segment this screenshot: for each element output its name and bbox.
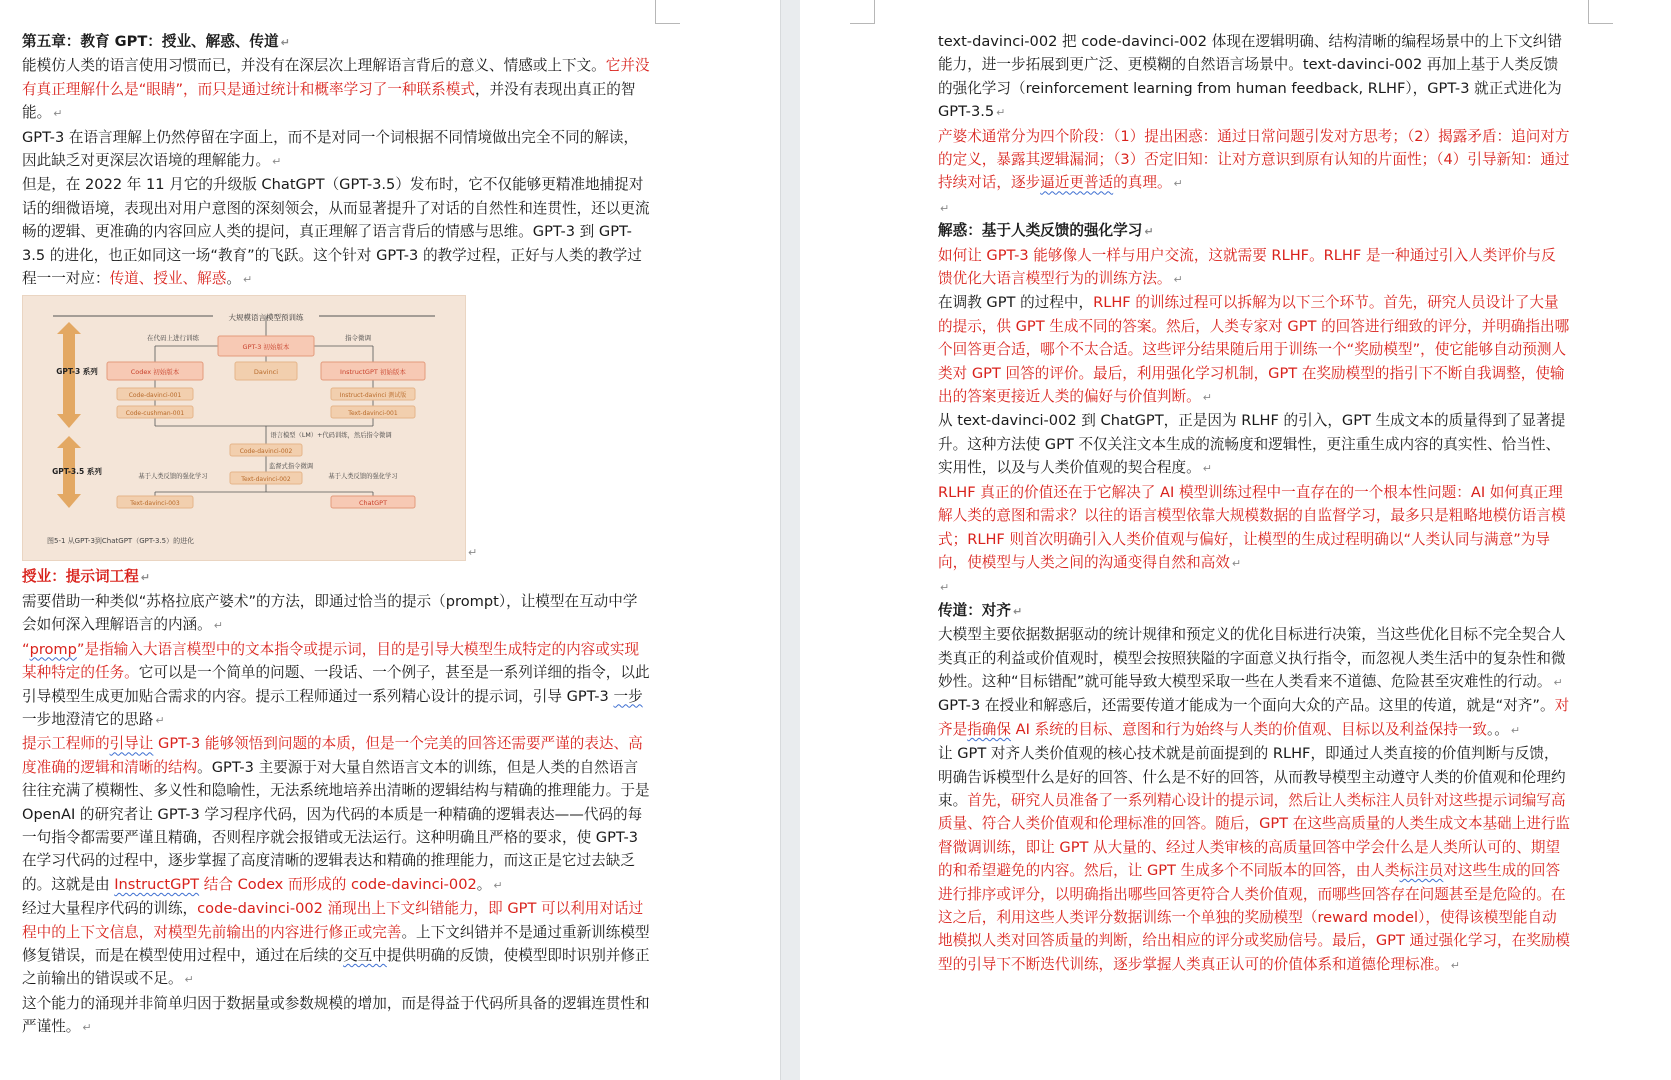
text-run: GPT-3 能够领悟到问题的本质，但是一个完美的回答还需要严谨的表达、高度准确的逻辑和清晰的结构: [22, 735, 643, 776]
section-heading-shouye: 授业：提示词工程 ↵: [22, 565, 650, 589]
gpt-evolution-figure[interactable]: [22, 295, 466, 561]
text-run: 。上下文纠错并不是通过重新训练模型修复错误，而是在模型使用过程中，通过在后续的: [22, 923, 650, 964]
paragraph: [22, 173, 650, 291]
page-corner-mark-top-left: [850, 0, 875, 24]
paragraph: [938, 291, 1570, 409]
paragraph: RLHF 真正的价值还在于它解决了 AI 模型训练过程中一直存在的一个根本性问题：AI 如何真正理解人类的意图和需求？以往的语言模型依靠大规模数据的自监督学习，最多只是粗略地模仿语言模式；RLHF 则首次明确引入人类价值观与偏好，让模型的生成过程明确以“人类认同与满意”为导向，使模型与人类之间的沟通变得自然和高效 ↵: [938, 481, 1570, 576]
box-text-davinci-002-label: Text-davinci-002: [241, 476, 291, 484]
text-run: code-davinci-002 涌现出上下文纠错能力，即 GPT 可以利用对话过程中的上下文信息，对模型先前输出的内容进行修正或完善: [22, 900, 644, 941]
text-run: 逼近更普适: [1040, 174, 1114, 192]
document-page-right[interactable]: [800, 0, 1671, 1080]
page-corner-mark-top-right: [655, 0, 680, 24]
box-davinci-label: Davinci: [253, 368, 279, 377]
text-run: 它可以是一个简单的问题、一段话、一个例子，甚至是一系列详细的指令，以此引导模型生成更加贴合需求的内容。提示工程师通过一系列精心设计的提示词，引导 GPT-3: [22, 664, 650, 705]
text-run: 。: [476, 875, 492, 893]
text-run: 能模仿人类的语言使用习惯而已，并没有在深层次上理解语言背后的意义、情感或上下文。: [22, 57, 606, 75]
text-run: 经过大量程序代码的训练，: [22, 900, 198, 918]
page-corner-mark-top-right: [1588, 0, 1613, 24]
text-run: 的真理。: [1113, 174, 1172, 192]
text-run: 。: [226, 270, 241, 288]
box-chatgpt-label: ChatGPT: [358, 499, 388, 508]
empty-paragraph: [938, 196, 1570, 219]
box-gpt3-init-label: GPT-3 初始版本: [242, 343, 290, 352]
rlhf-label-right: 基于人类反馈的强化学习: [328, 473, 398, 481]
paragraph: [22, 54, 650, 125]
paragraph: [938, 694, 1570, 742]
text-run: promp: [29, 640, 77, 658]
text-run: 一步地澄清它的思路: [22, 710, 154, 728]
text-run: 交互中: [343, 946, 387, 964]
text-run: 引导让: [109, 735, 154, 753]
text-run: 提示工程师的: [22, 735, 110, 753]
box-text-davinci-001-label: Text-davinci-001: [348, 410, 398, 418]
text-run: GPT-3 在授业和解惑后，还需要传道才能成为一个面向大众的产品。这里的传道，就是“对齐”。: [938, 697, 1555, 715]
paragraph: [938, 125, 1570, 196]
text-run: 指确保: [967, 720, 1011, 738]
rlhf-label-left: 基于人类反馈的强化学习: [138, 473, 208, 481]
text-run: ，并没有表现出真正的智能。: [22, 80, 636, 122]
code-train-label: 在代码上进行训练: [147, 334, 199, 343]
gpt3-series-label: GPT-3 系列: [56, 367, 98, 377]
box-text-davinci-003-label: Text-davinci-003: [130, 500, 180, 508]
pretrain-label: 大规模语言模型预训练: [228, 313, 304, 323]
text-run: 让 GPT 对齐人类价值观的核心技术就是前面提到的 RLHF，即通过人类直接的价值判断与反馈，明确告诉模型什么是好的回答、什么是不好的回答，从而教导模型主动遵守人类的价值观和伦理约束。: [938, 745, 1566, 809]
text-run: 在调教 GPT 的过程中，: [938, 294, 1094, 312]
paragraph-mark: ↵: [468, 546, 478, 560]
text-run: 。。: [1486, 720, 1509, 738]
text-run: 传道、授业、解惑: [109, 270, 227, 288]
paragraph: [938, 742, 1570, 977]
box-code-cushman-001-label: Code-cushman-001: [125, 410, 185, 418]
text-run: 提供明确的反馈，使模型即时识别并修正之前输出的错误或不足。: [22, 946, 650, 988]
text-run: 首先，研究人员准备了一系列精心设计的提示词，然后让人类标注人员针对这些提示词编写高质量、符合人类价值观和伦理标准的回答。随后，GPT 在这些高质量的人类生成文本基础上进行监督微调训练，即让 GPT 从大量的、经过人类审核的高质量回答中学会什么是人类所认可的、期望的和希望避免的内容。然后，让 GPT 生成多个不同版本的回答，由人类: [938, 791, 1571, 880]
figure-caption: 图5-1 从GPT-3到ChatGPT（GPT-3.5）的进化: [47, 537, 195, 546]
paragraph: 大模型主要依据数据驱动的统计规律和预定义的优化目标进行决策，当这些优化目标不完全契合人类真正的利益或价值观时，模型会按照狭隘的字面意义执行指令，而忽视人类生活中的复杂性和微妙性。这种“目标错配”就可能导致大模型采取一些在人类看来不道德、危险甚至灾难性的行动。 ↵: [938, 623, 1570, 694]
gpt35-series-label: GPT-3.5 系列: [52, 467, 102, 477]
text-run: InstructGPT: [114, 875, 200, 893]
paragraph: 如何让 GPT-3 能够像人一样与用户交流，这就需要 RLHF。RLHF 是一种通过引入人类评价与反馈优化大语言模型行为的训练方法。 ↵: [938, 244, 1570, 292]
text-run: 但是，在 2022 年 11 月它的升级版 ChatGPT（GPT-3.5）发布时，它不仅能够更精准地捕捉对话的细微语境，表现出对用户意图的深刻领会，从而显著提升了对话的自然性和连贯性，还以更流畅的逻辑、更准确的内容回应人类的提问，真正理解了语言背后的情感与思维。GPT-3 到 GPT-3.5 的进化，也正如同这一场“教育”的飞跃。这个针对 GPT-3 的教学过程，正好与人类的教学过程一一对应：: [22, 176, 650, 288]
text-run: RLHF 的训练过程可以拆解为以下三个环节。首先，研究人员设计了大量的提示，供 GPT 生成不同的答案。然后，人类专家对 GPT 的回答进行细致的评分，并明确指出哪个回答更合适，哪个不太合适。这些评分结果随后用于训练一个“奖励模型”，使它能够自动预测人类对 GPT 回答的评价。最后，利用强化学习机制，GPT 在奖励模型的指引下不断自我调整，使输出的答案更接近人类的偏好与价值判断。: [938, 294, 1570, 406]
paragraph: [22, 638, 650, 733]
box-instructgpt-label: InstructGPT 初始版本: [340, 368, 406, 377]
text-run: 。GPT-3 主要源于对大量自然语言文本的训练，但是人类的自然语言往往充满了模糊性、多义性和隐喻性，无法系统地培养出清晰的逻辑结构与精确的推理能力。于是 OpenAI 的研究者让 GPT-3 学习程序代码，因为代码的本质是一种精确的逻辑表达——代码的每一句指令都需要严谨且精确，否则程序就会报错或无法运行。这种明确且严格的要求，使 GPT-3 在学习代码的过程中，逐步掌握了高度清晰的逻辑表达和精确的推理能力，而这正是它过去缺乏的。这就是由: [22, 758, 650, 893]
text-run: 对齐是: [938, 697, 1570, 738]
paragraph: text-davinci-002 把 code-davinci-002 体现在逻辑明确、结构清晰的编程场景中的上下文纠错能力，进一步拓展到更广泛、更模糊的自然语言场景中。text-davinci-002 再加上基于人类反馈的强化学习（reinforcement learning from human feedback, RLHF），GPT-3 就正式进化为 GPT-3.5 ↵: [938, 30, 1570, 125]
text-run: 一步: [613, 687, 643, 705]
figure-block: [22, 293, 650, 563]
instr-tune-label: 指令微调: [345, 334, 371, 343]
paragraph: [22, 897, 650, 992]
paragraph: GPT-3 在语言理解上仍然停留在字面上，而不是对同一个词根据不同情境做出完全不同的解读，因此缺乏对更深层次语境的理解能力。 ↵: [22, 126, 650, 174]
paragraph: 从 text-davinci-002 到 ChatGPT，正是因为 RLHF 的引入，GPT 生成文本的质量得到了显著提升。这种方法使 GPT 不仅关注文本生成的流畅度和逻辑性，更注重生成内容的真实性、恰当性、实用性，以及与人类价值观的契合程度。 ↵: [938, 409, 1570, 480]
gpt-evolution-diagram: [23, 296, 465, 560]
text-run: 产婆术通常分为四个阶段：（1）提出困惑：通过日常问题引发对方思考；（2）揭露矛盾：追问对方的定义，暴露其逻辑漏洞；（3）否定旧知：让对方意识到原有认知的片面性；（4）引导新知：通过持续对话，逐步: [938, 127, 1570, 192]
paragraph: 这个能力的涌现并非简单归因于数据量或参数规模的增加，而是得益于代码所具备的逻辑连贯性和严谨性。 ↵: [22, 992, 650, 1040]
text-run: 对这些生成的回答进行排序或评分，以明确指出哪些回答更符合人类价值观，而哪些回答存在问题甚至是危险的。在这之后，利用这些人类评分数据训练一个单独的奖励模型（reward model），使得该模型能自动地模拟人类对回答质量的判断，给出相应的评分或奖励信号。最后，GPT 通过强化学习，在奖励模型的引导下不断迭代训练，逐步掌握人类真正认可的价值体系和道德伦理标准。: [938, 862, 1571, 973]
page-left-body[interactable]: [22, 30, 650, 1040]
box-code-davinci-001-label: Code-davinci-001: [128, 392, 182, 400]
text-run: 标注员: [1399, 862, 1444, 880]
chapter-heading: 第五章：教育 GPT：授业、解惑、传道 ↵: [22, 30, 650, 54]
paragraph: [22, 732, 650, 897]
text-run: ”是指输入大语言模型中的文本指令或提示词，目的是引导大模型生成特定的内容或实现某种特定的任务。: [22, 640, 640, 682]
text-run: 它并没有真正理解什么是“眼睛”，而只是通过统计和概率学习了一种联系模式: [22, 57, 650, 98]
page-gutter-edge: [780, 0, 781, 1080]
empty-paragraph: [938, 575, 1570, 598]
lm-code-label: 语言模型（LM）+代码训练，然后指令微调: [270, 432, 392, 440]
text-run: 结合 Codex 而形成的 code-davinci-002: [199, 875, 477, 893]
document-page-left[interactable]: [0, 0, 780, 1080]
section-heading-jiehuo: 解惑：基于人类反馈的强化学习 ↵: [938, 219, 1570, 243]
box-codex-label: Codex 初始版本: [130, 368, 180, 377]
page-right-body[interactable]: [938, 30, 1570, 977]
supervised-label: 监督式指令微调: [268, 463, 314, 471]
text-run: “: [22, 640, 30, 658]
text-run: AI 系统的目标、意图和行为始终与人类的价值观、目标以及利益保持一致: [1011, 720, 1487, 738]
paragraph: 需要借助一种类似“苏格拉底产婆术”的方法，即通过恰当的提示（prompt），让模型在互动中学会如何深入理解语言的内涵。 ↵: [22, 590, 650, 638]
box-code-davinci-002-label: Code-davinci-002: [239, 448, 293, 456]
box-instruct-davinci-beta-label: Instruct-davinci 测试版: [339, 392, 407, 400]
section-heading-chuandao: 传道：对齐 ↵: [938, 599, 1570, 623]
